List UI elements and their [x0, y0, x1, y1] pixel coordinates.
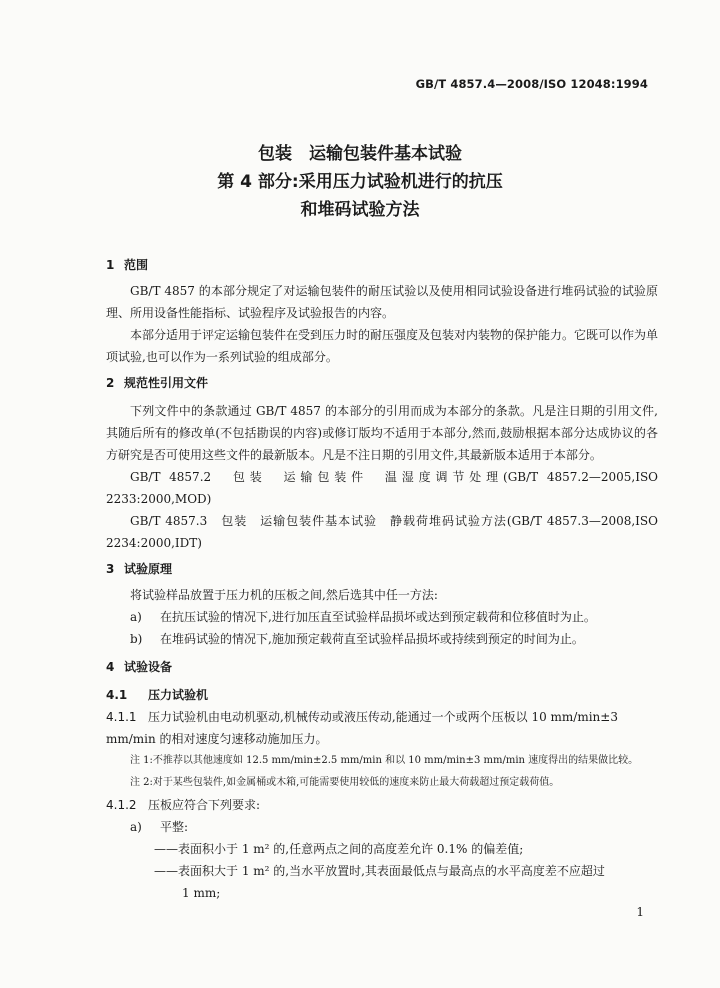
standard-code: GB/T 4857.4—2008/ISO 12048:1994	[415, 77, 648, 91]
section-1-paragraph-1: GB/T 4857 的本部分规定了对运输包装件的耐压试验以及使用相同试验设备进行堆码试验的试验原理、所用设备性能指标、试验程序及试验报告的内容。	[106, 284, 658, 320]
title-line-3: 和堆码试验方法	[300, 200, 420, 220]
section-number: 2	[106, 376, 115, 390]
list-text: 平整:	[160, 820, 189, 834]
subsection-text: 压力试验机由电动机驱动,机械传动或液压传动,能通过一个或两个压板以 10 mm/min±3 mm/min 的相对速度匀速移动施加压力。	[106, 710, 618, 746]
reference-1: GB/T 4857.2 包装 运输包装件 温湿度调节处理(GB/T 4857.2—2005,ISO 2233:2000,MOD)	[106, 470, 658, 506]
subsection-4-1	[106, 684, 658, 706]
subsection-4-1-2	[106, 794, 658, 816]
section-1-paragraph-2: 本部分适用于评定运输包装件在受到压力时的耐压强度及包装对内装物的保护能力。它既可以作为单项试验,也可以作为一系列试验的组成部分。	[106, 328, 659, 364]
section-number: 1	[106, 258, 115, 272]
note-2: 注 2:对于某些包装件,如金属桶或木箱,可能需要使用较低的速度来防止最大荷载超过预定载荷值。	[130, 777, 560, 788]
list-item-a	[106, 606, 658, 628]
list-item-a	[106, 816, 658, 838]
title-line-2: 第 4 部分:采用压力试验机进行的抗压	[217, 172, 503, 192]
subsection-4-1-1	[106, 706, 658, 750]
section-number: 3	[106, 562, 115, 576]
section-title: 试验设备	[124, 660, 173, 674]
dash-item-2-continuation: 1 mm;	[182, 886, 221, 900]
subsection-title: 压力试验机	[148, 688, 209, 702]
list-text: 在堆码试验的情况下,施加预定载荷直至试验样品损坏或持续到预定的时间为止。	[160, 632, 584, 646]
list-text: 在抗压试验的情况下,进行加压直至试验样品损坏或达到预定载荷和位移值时为止。	[160, 610, 596, 624]
document-title	[0, 140, 720, 224]
list-marker: a)	[130, 610, 142, 624]
title-line-1: 包装 运输包装件基本试验	[258, 144, 462, 164]
section-3-heading	[106, 558, 658, 580]
section-2-heading	[106, 372, 658, 394]
note-1: 注 1:不推荐以其他速度如 12.5 mm/min±2.5 mm/min 和以 10 mm/min±3 mm/min 速度得出的结果做比较。	[130, 755, 639, 766]
document-body	[106, 254, 658, 904]
subsection-number: 4.1.1	[106, 710, 137, 724]
subsection-text: 压板应符合下列要求:	[148, 798, 261, 812]
section-title: 范围	[124, 258, 149, 272]
section-2-paragraph-1: 下列文件中的条款通过 GB/T 4857 的本部分的引用而成为本部分的条款。凡是注日期的引用文件,其随后所有的修改单(不包括勘误的内容)或修订版均不适用于本部分,然而,鼓励根据本部分达成协议的各方研究是否可使用这些文件的最新版本。凡是不注日期的引用文件,其最新版本适用于本部分。	[106, 404, 658, 462]
list-marker: a)	[130, 820, 142, 834]
dash-item-1: ——表面积小于 1 m² 的,任意两点之间的高度差允许 0.1% 的偏差值;	[154, 842, 524, 856]
reference-2: GB/T 4857.3 包装 运输包装件基本试验 静载荷堆码试验方法(GB/T 4857.3—2008,ISO 2234:2000,IDT)	[106, 514, 658, 550]
subsection-number: 4.1.2	[106, 798, 137, 812]
subsection-number: 4.1	[106, 688, 128, 702]
section-4-heading	[106, 656, 658, 678]
page-number: 1	[636, 905, 644, 919]
section-1-heading	[106, 254, 658, 276]
section-number: 4	[106, 660, 115, 674]
section-3-paragraph-1: 将试验样品放置于压力机的压板之间,然后选其中任一方法:	[130, 588, 438, 602]
section-title: 规范性引用文件	[124, 376, 209, 390]
list-marker: b)	[130, 632, 143, 646]
dash-item-2: ——表面积大于 1 m² 的,当水平放置时,其表面最低点与最高点的水平高度差不应超过	[154, 864, 605, 878]
list-item-b	[106, 628, 658, 650]
section-title: 试验原理	[124, 562, 173, 576]
